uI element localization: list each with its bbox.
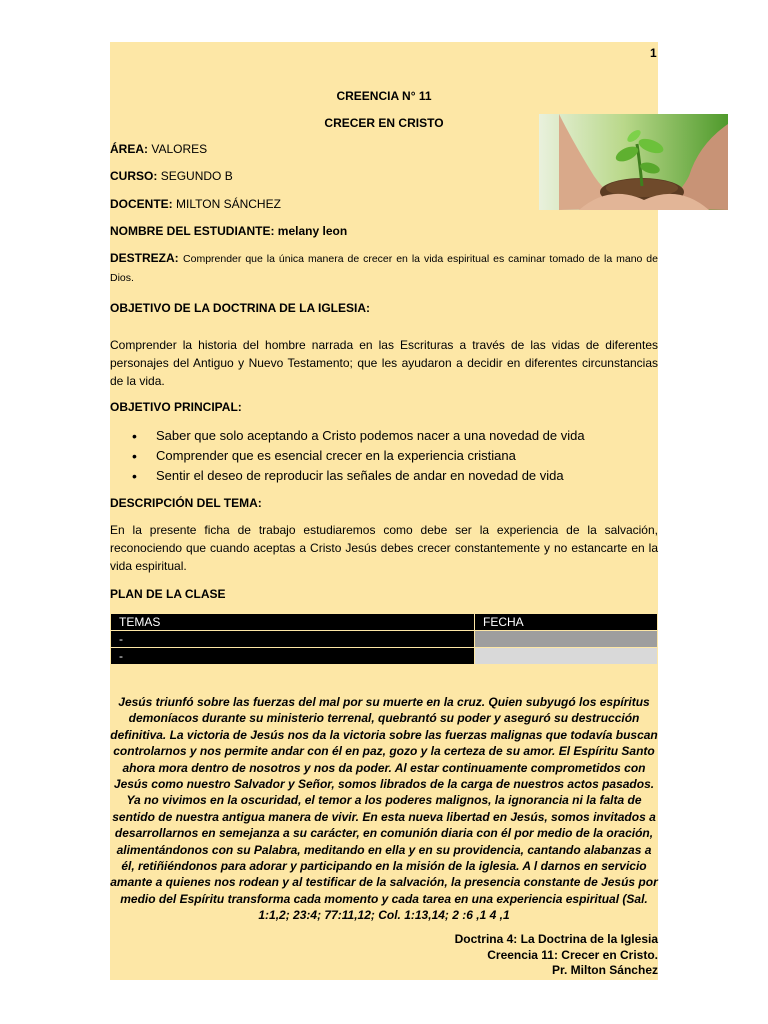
quote-paragraph: Jesús triunfó sobre las fuerzas del mal por su muerte en la cruz. Quien subyugó los espíritus demoníacos durante su ministerio terrenal, quebrantó su poder y aseguró su destrucción definitiva. La victoria de Jesús nos da la victoria sobre las fuerzas malignas que todavía buscan controlarnos y nos permite andar con él en paz, gozo y la certeza de su amor. El Espíritu Santo ahora mora dentro de nosotros y nos da poder. Al estar continuamente comprometidos con Jesús como nuestro Salvador y Señor, somos librados de la carga de nuestros actos pasados. Ya no vivimos en la oscuridad, el temor a los poderes malignos, la ignorancia ni la falta de sentido de nuestra antigua manera de vivir. En esta nueva libertad en Jesús, somos invitados a desarrollarnos en semejanza a su carácter, en comunión diaria con él por medio de la oración, alimentándonos con su Palabra, meditando en ella y en su providencia, cantando alabanzas a él, retiñiéndonos para adorar y participando en la misión de la iglesia. A l darnos en servicio amante a quienes nos rodean y al testificar de la salvación, la presencia constante de Jesús por medio del Espíritu transforma cada momento y cada tarea en una experiencia espiritual (Sal. 1:1,2; 23:4; 77:11,12; Col. 1:13,14; 2 :6 ,1 4 ,1 xyxy=(110,695,658,923)
descripcion-text: En la presente ficha de trabajo estudiaremos como debe ser la experiencia de la salvación, reconociendo que cuando aceptas a Cristo Jesús debes crecer constantemente y no estancarte en la vida espiritual. xyxy=(110,523,658,573)
list-item: • Comprender que es esencial crecer en la experiencia cristiana xyxy=(130,446,585,466)
plan-heading: PLAN DE LA CLASE xyxy=(110,587,226,601)
plant-photo-icon xyxy=(539,114,728,210)
objetivo-doctrina-text: Comprender la historia del hombre narrada en las Escrituras a través de las vidas de diferentes personajes del Antiguo y Nuevo Testamento; que les ayudaron a decidir en diferentes circunstancias de la vida. xyxy=(110,338,658,388)
destreza-text: Comprender que la única manera de crecer en la vida espiritual es caminar tomado de la mano de Dios. xyxy=(110,253,658,284)
curso-value: SEGUNDO B xyxy=(160,169,233,183)
docente-label: DOCENTE: xyxy=(110,197,173,211)
table-header-row xyxy=(111,614,658,631)
table-cell-fecha[interactable] xyxy=(475,631,658,648)
estudiante-value: melany leon xyxy=(277,224,348,238)
area-value: VALORES xyxy=(151,142,208,156)
plan-table xyxy=(110,613,658,665)
docente-value: MILTON SÁNCHEZ xyxy=(176,197,281,211)
table-cell-tema[interactable]: - xyxy=(111,631,475,648)
document-subtitle: CRECER EN CRISTO xyxy=(324,116,444,130)
page-number: 1 xyxy=(650,46,657,60)
table-cell-tema[interactable]: - xyxy=(111,648,475,665)
curso-label: CURSO: xyxy=(110,169,158,183)
signature-line-1: Doctrina 4: La Doctrina de la Iglesia xyxy=(454,932,658,946)
signature-line-2: Creencia 11: Crecer en Cristo. xyxy=(487,947,658,962)
area-label: ÁREA: xyxy=(110,142,148,156)
table-row xyxy=(111,631,658,648)
hands-holding-plant-photo xyxy=(539,114,728,210)
objetivo-principal-list xyxy=(130,426,585,486)
column-header-temas: TEMAS xyxy=(111,614,475,631)
destreza-label: DESTREZA: xyxy=(110,251,179,265)
column-header-fecha: FECHA xyxy=(475,614,658,631)
table-row xyxy=(111,648,658,665)
area-field xyxy=(110,142,207,156)
objetivo-doctrina-heading: OBJETIVO DE LA DOCTRINA DE LA IGLESIA: xyxy=(110,301,371,315)
destreza-block xyxy=(110,249,658,287)
estudiante-label: NOMBRE DEL ESTUDIANTE: xyxy=(110,224,275,238)
estudiante-field xyxy=(110,224,347,238)
curso-field xyxy=(110,169,233,183)
descripcion-heading: DESCRIPCIÓN DEL TEMA: xyxy=(110,496,262,510)
signature-block xyxy=(455,932,658,979)
table-cell-fecha[interactable] xyxy=(475,648,658,665)
signature-line-3: Pr. Milton Sánchez xyxy=(551,963,658,977)
objetivo-principal-heading: OBJETIVO PRINCIPAL: xyxy=(110,400,242,414)
list-item: • Sentir el deseo de reproducir las señales de andar en novedad de vida xyxy=(130,466,585,486)
docente-field xyxy=(110,197,281,211)
document-title: CREENCIA N° 11 xyxy=(336,89,432,103)
list-item: • Saber que solo aceptando a Cristo podemos nacer a una novedad de vida xyxy=(130,426,585,446)
